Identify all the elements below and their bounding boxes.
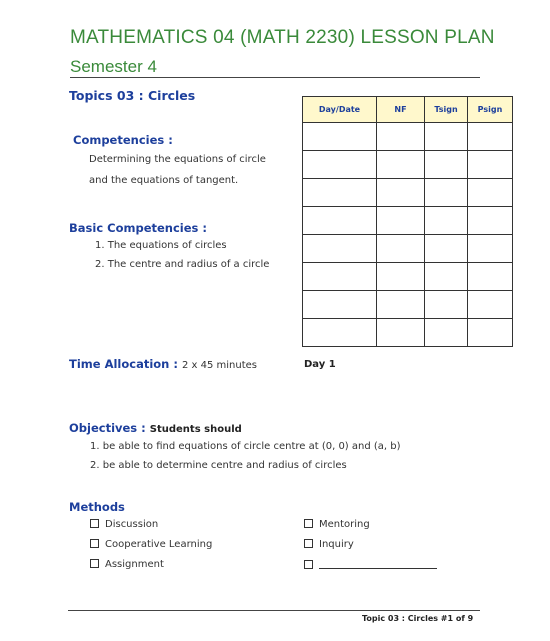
table-cell — [377, 291, 425, 319]
objectives-intro: Students should — [149, 424, 242, 435]
table-cell — [425, 291, 468, 319]
col-nf: NF — [377, 97, 425, 123]
method-label: Inquiry — [319, 539, 354, 550]
basic-competencies-heading: Basic Competencies : — [69, 221, 207, 235]
checkbox-icon — [304, 560, 313, 569]
checkbox-icon — [90, 539, 99, 548]
table-cell — [303, 151, 377, 179]
table-cell — [468, 123, 513, 151]
checkbox-icon — [90, 559, 99, 568]
basic-competency-item: 1. The equations of circles — [95, 240, 227, 251]
document-title: MATHEMATICS 04 (MATH 2230) LESSON PLAN — [70, 27, 495, 48]
objectives-heading: Objectives : — [69, 421, 146, 435]
table-cell — [303, 319, 377, 347]
checkbox-icon — [304, 519, 313, 528]
day-label: Day 1 — [304, 359, 336, 370]
table-row — [303, 179, 513, 207]
table-cell — [377, 319, 425, 347]
method-item — [90, 519, 158, 530]
competencies-heading: Competencies : — [73, 133, 173, 147]
table-cell — [303, 263, 377, 291]
competencies-line-1: Determining the equations of circle — [89, 154, 266, 165]
table-cell — [303, 207, 377, 235]
table-cell — [425, 151, 468, 179]
method-label: Cooperative Learning — [105, 539, 213, 550]
table-cell — [425, 123, 468, 151]
time-allocation-value: 2 x 45 minutes — [181, 360, 258, 371]
title-divider — [70, 77, 480, 78]
table-row — [303, 207, 513, 235]
table-cell — [377, 207, 425, 235]
table-cell — [377, 151, 425, 179]
document-subtitle: Semester 4 — [70, 57, 157, 76]
table-cell — [303, 123, 377, 151]
objective-item: 1. be able to find equations of circle centre at (0, 0) and (a, b) — [90, 441, 401, 452]
table-row — [303, 319, 513, 347]
table-cell — [468, 319, 513, 347]
table-cell — [425, 263, 468, 291]
col-tsign: Tsign — [425, 97, 468, 123]
blank-line — [319, 559, 437, 569]
table-cell — [468, 291, 513, 319]
attendance-header-row — [303, 97, 513, 123]
table-row — [303, 151, 513, 179]
table-cell — [303, 291, 377, 319]
method-label: Assignment — [105, 559, 164, 570]
time-allocation-row — [69, 357, 257, 371]
table-cell — [377, 235, 425, 263]
method-item-blank — [304, 559, 437, 571]
page-footer: Topic 03 : Circles #1 of 9 — [362, 614, 474, 623]
method-label: Discussion — [105, 519, 159, 530]
objectives-list — [90, 441, 401, 479]
table-cell — [468, 235, 513, 263]
col-day-date: Day/Date — [303, 97, 377, 123]
method-item — [304, 519, 370, 530]
table-row — [303, 291, 513, 319]
attendance-table — [302, 96, 513, 347]
table-cell — [377, 123, 425, 151]
method-label: Mentoring — [319, 519, 370, 530]
time-allocation-heading: Time Allocation : — [69, 357, 178, 371]
table-cell — [425, 179, 468, 207]
table-row — [303, 263, 513, 291]
table-cell — [303, 235, 377, 263]
col-psign: Psign — [468, 97, 513, 123]
competencies-line-2: and the equations of tangent. — [89, 175, 239, 186]
table-cell — [468, 263, 513, 291]
table-cell — [468, 207, 513, 235]
method-item — [90, 539, 212, 550]
table-cell — [468, 179, 513, 207]
table-cell — [377, 179, 425, 207]
table-cell — [425, 207, 468, 235]
table-cell — [425, 319, 468, 347]
table-cell — [468, 151, 513, 179]
table-row — [303, 123, 513, 151]
basic-competencies-list — [95, 240, 269, 278]
methods-heading: Methods — [69, 500, 125, 514]
objective-item: 2. be able to determine centre and radius of circles — [90, 460, 347, 471]
footer-divider — [68, 610, 480, 611]
topic-heading: Topics 03 : Circles — [69, 88, 196, 103]
table-cell — [303, 179, 377, 207]
table-cell — [425, 235, 468, 263]
table-cell — [377, 263, 425, 291]
table-row — [303, 235, 513, 263]
basic-competency-item: 2. The centre and radius of a circle — [95, 259, 270, 270]
checkbox-icon — [90, 519, 99, 528]
method-item — [304, 539, 354, 550]
objectives-row — [69, 421, 242, 435]
method-item — [90, 559, 164, 570]
checkbox-icon — [304, 539, 313, 548]
